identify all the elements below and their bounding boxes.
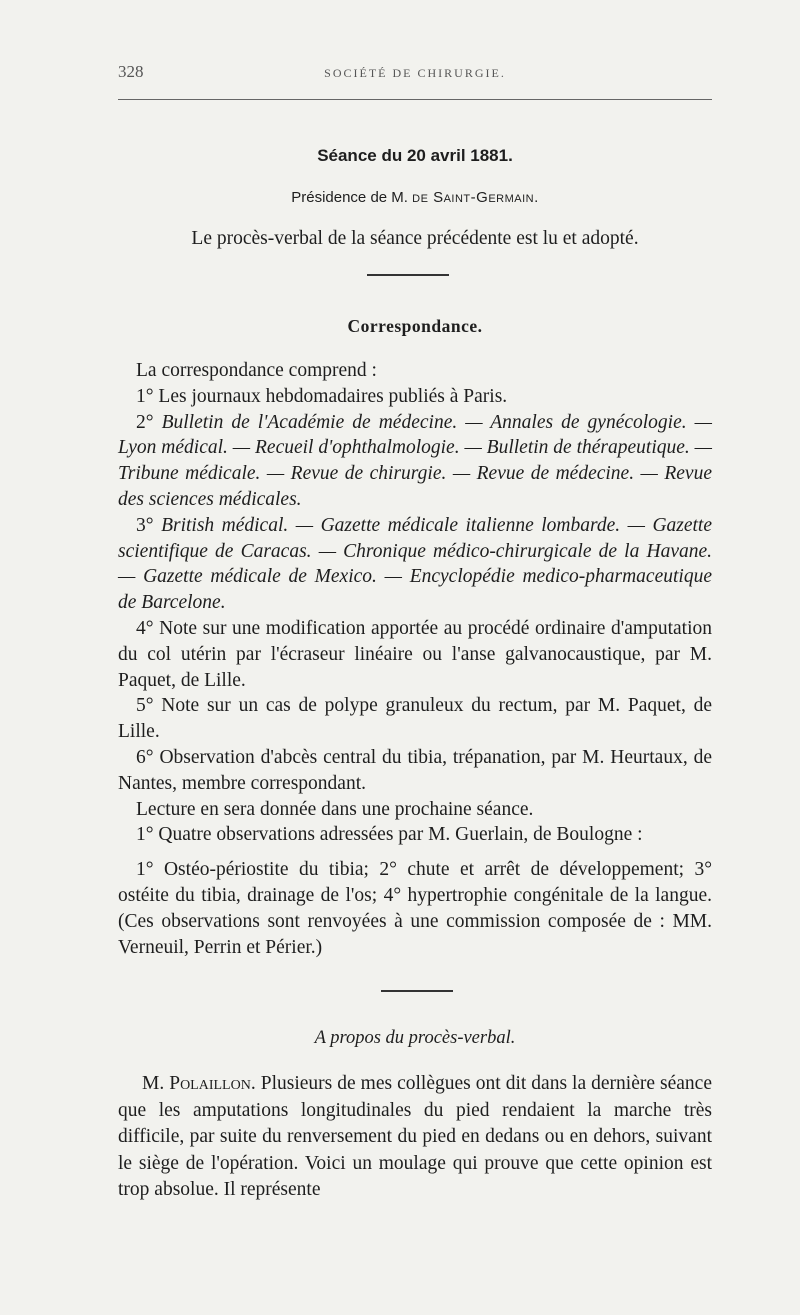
polaillon-text: Plusieurs de mes collègues ont dit dans la dernière séance que les amputations longitudinales du pied rendaient la marche très difficile, par suite du renversement du pied en dedans ou en dehors, suivant le siège de l'opération. Voici un moulage qui prouve que cette opinion est trop absolue. Il représente xyxy=(118,1073,712,1200)
list-item-3-number: 3° xyxy=(136,514,154,536)
president-name: de Saint-Germain. xyxy=(412,189,539,206)
polaillon-paragraph xyxy=(118,1071,712,1204)
page-number: 328 xyxy=(118,62,144,81)
running-head xyxy=(118,62,712,86)
speaker-name: M. Polaillon. xyxy=(142,1073,256,1094)
list-item-7: 1° Quatre observations adressées par M. Guerlain, de Boulogne : xyxy=(136,824,643,846)
correspondance-intro: La correspondance comprend : xyxy=(136,360,377,381)
reading-note: Lecture en sera donnée dans une prochaine séance. xyxy=(136,798,534,820)
section-divider xyxy=(367,274,449,276)
header-rule xyxy=(118,99,712,100)
observations-list: 1° Ostéo-périostite du tibia; 2° chute et arrêt de développement; 3° ostéite du tibia, drainage de l'os; 4° hypertrophie congénitale de la langue. (Ces observations sont renvoyées à une commission composée de : MM. Verneuil, Perrin et Périer.) xyxy=(118,859,712,958)
section-heading-correspondance: Correspondance. xyxy=(347,316,483,336)
list-item-2-journals: Bulletin de l'Académie de médecine. — Annales de gynécologie. — Lyon médical. — Recueil d'ophthalmologie. — Bulletin de thérapeutique. — Tribune médicale. — Revue de chirurgie. — Revue de médecine. — Revue des sciences médicales. xyxy=(118,411,713,510)
presidency-prefix: Présidence de M. xyxy=(291,189,408,206)
list-item-2-number: 2° xyxy=(136,411,154,433)
correspondance-body xyxy=(118,358,712,960)
section-divider xyxy=(381,990,453,992)
list-item-4: 4° Note sur une modification apportée au procédé ordinaire d'amputation du col utérin par l'écraseur linéaire ou l'anse galvanocaustique, par M. Paquet, de Lille. xyxy=(118,617,712,691)
session-title: Séance du 20 avril 1881. xyxy=(317,146,513,165)
list-item-2 xyxy=(118,410,712,513)
list-item-5: 5° Note sur un cas de polype granuleux du rectum, par M. Paquet, de Lille. xyxy=(118,695,712,743)
presidency-line xyxy=(118,189,712,206)
minutes-statement: Le procès-verbal de la séance précédente est lu et adopté. xyxy=(191,228,639,249)
list-item-3-journals: British médical. — Gazette médicale italienne lombarde. — Gazette scientifique de Caracas. — Chronique médico-chirurgicale de la Havane. — Gazette médicale de Mexico. — Encyclopédie medico-pharmaceutique de Barcelone. xyxy=(118,514,713,614)
section-heading-proces-verbal: A propos du procès-verbal. xyxy=(314,1028,516,1048)
proces-verbal-body xyxy=(118,1071,712,1204)
list-item-6: 6° Observation d'abcès central du tibia, trépanation, par M. Heurtaux, de Nantes, membre correspondant. xyxy=(118,746,712,794)
list-item-3 xyxy=(118,513,712,616)
journal-title: SOCIÉTÉ DE CHIRURGIE. xyxy=(324,66,506,80)
list-item-1: 1° Les journaux hebdomadaires publiés à Paris. xyxy=(136,385,508,407)
